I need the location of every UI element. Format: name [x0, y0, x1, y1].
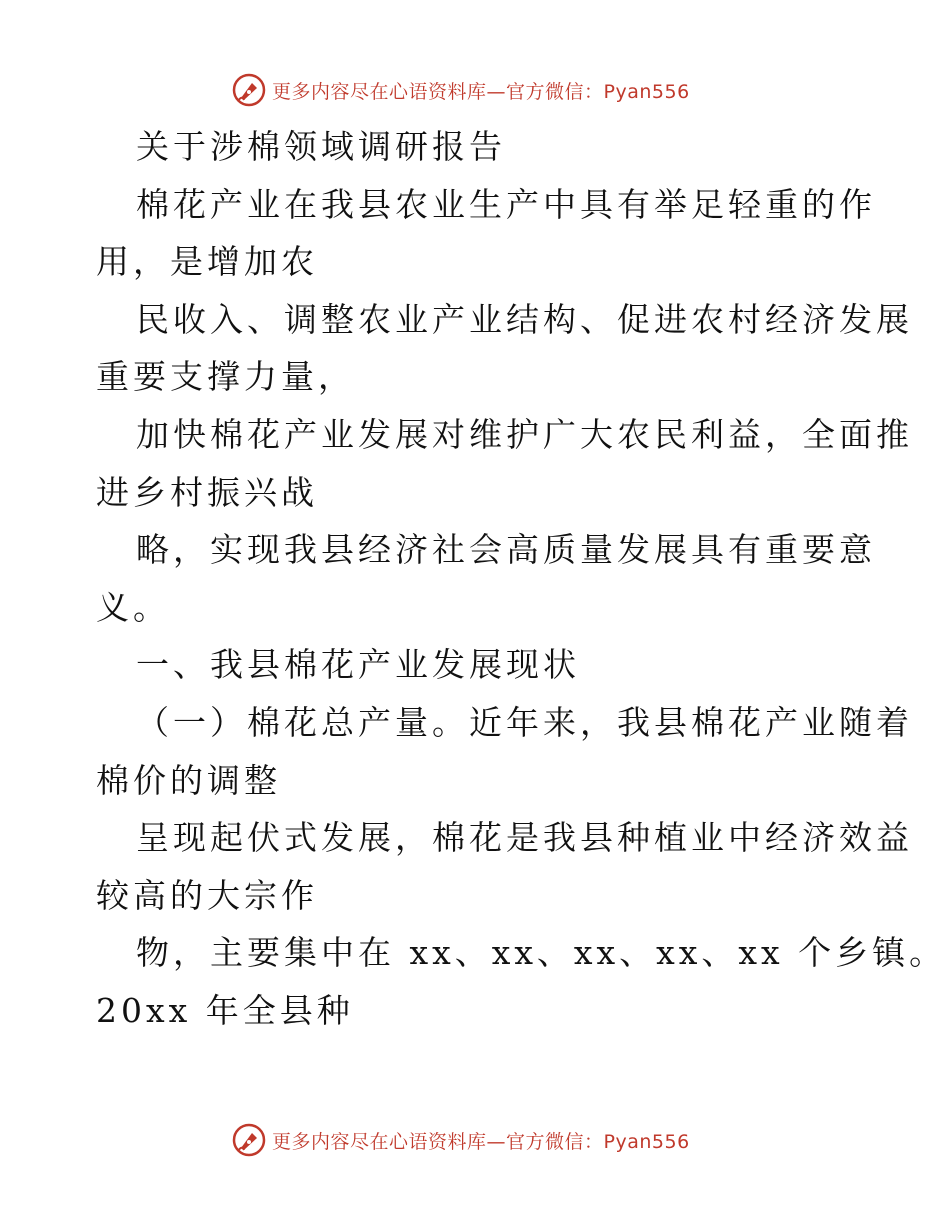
- paragraph-line: 物，主要集中在 xx、xx、xx、xx、xx 个乡镇。: [136, 933, 947, 973]
- footer-watermark: [232, 1123, 690, 1157]
- paragraph-line: 民收入、调整农业产业结构、促进农村经济发展: [136, 299, 913, 339]
- watermark-text: 更多内容尽在心语资料库—: [272, 1130, 507, 1153]
- paragraph-line: 重要支撑力量，: [96, 357, 355, 397]
- watermark-wechat: 官方微信：Pyan556: [506, 1130, 690, 1153]
- paragraph-line: 用，是增加农: [96, 242, 318, 282]
- pen-nib-circle-icon: [232, 73, 266, 107]
- paragraph-line: （一）棉花总产量。近年来，我县棉花产业随着: [136, 702, 913, 742]
- paragraph-line: 义。: [96, 587, 170, 627]
- paragraph-line: 呈现起伏式发展，棉花是我县种植业中经济效益: [136, 818, 913, 858]
- document-title: 关于涉棉领域调研报告: [136, 127, 506, 166]
- paragraph-line: 20xx 年全县种: [96, 990, 354, 1030]
- paragraph-line: 进乡村振兴战: [96, 472, 318, 512]
- pen-nib-circle-icon: [232, 1123, 266, 1157]
- watermark-text: 更多内容尽在心语资料库—: [272, 80, 507, 103]
- paragraph-line: 棉价的调整: [96, 760, 281, 800]
- paragraph-line: 棉花产业在我县农业生产中具有举足轻重的作: [136, 184, 876, 224]
- document-body: [96, 118, 947, 1040]
- paragraph-line: 加快棉花产业发展对维护广大农民利益，全面推: [136, 414, 913, 454]
- section-heading: 一、我县棉花产业发展现状: [136, 645, 580, 685]
- paragraph-line: 略，实现我县经济社会高质量发展具有重要意: [136, 530, 876, 570]
- watermark-wechat: 官方微信：Pyan556: [506, 80, 690, 103]
- paragraph-line: 较高的大宗作: [96, 875, 318, 915]
- header-watermark: [232, 73, 690, 107]
